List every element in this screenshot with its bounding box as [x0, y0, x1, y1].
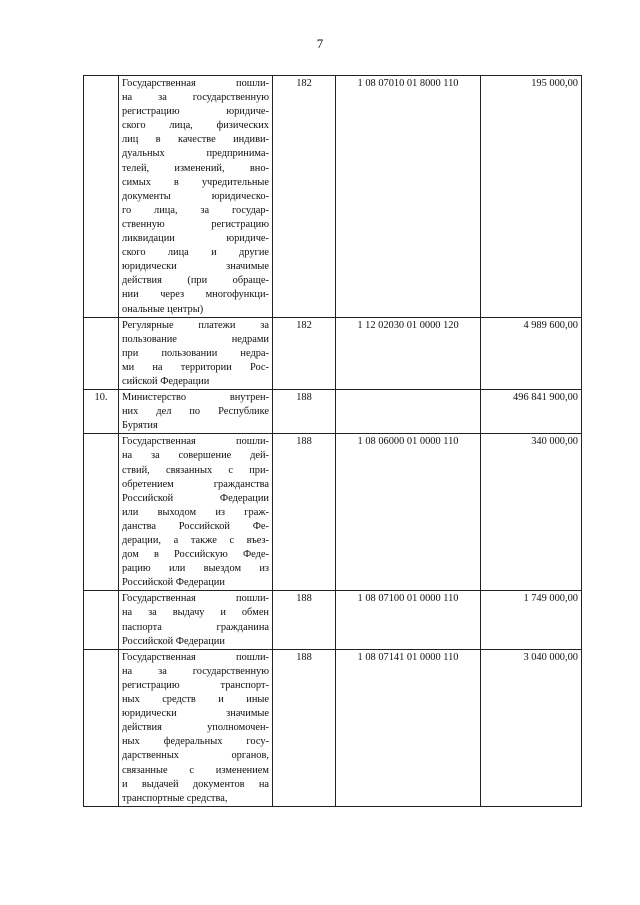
- revenue-name-line: транспортные средства,: [122, 792, 228, 804]
- revenue-name-line: Государственная пошли-: [122, 593, 269, 605]
- revenue-name-line: юридически значимые: [122, 261, 269, 273]
- revenue-name-line: ского лица и другие: [122, 247, 269, 259]
- revenue-name-line: связанные с изменением: [122, 764, 269, 776]
- row-number-cell: [84, 76, 119, 318]
- revenue-name-line: пользование недрами: [122, 333, 269, 345]
- administrator-code-cell: 188: [273, 649, 336, 806]
- table-row: [84, 434, 582, 591]
- revenue-name-line: симых в учредительные: [122, 176, 269, 188]
- revenue-name-line: ных федеральных госу-: [122, 736, 269, 748]
- revenue-name-line: дуальных предпринима-: [122, 148, 269, 160]
- revenue-name-line: действия (при обраще-: [122, 275, 269, 287]
- revenue-name-line: Государственная пошли-: [122, 651, 269, 663]
- amount-cell: 496 841 900,00: [481, 390, 582, 434]
- revenue-name-line: лиц в качестве индиви-: [122, 134, 269, 146]
- budget-classification-code-cell: 1 12 02030 01 0000 120: [336, 317, 481, 389]
- budget-classification-code-cell: 1 08 07141 01 0000 110: [336, 649, 481, 806]
- budget-classification-code-cell: 1 08 07100 01 0000 110: [336, 591, 481, 649]
- revenue-name-cell: [119, 390, 273, 434]
- row-number-cell: 10.: [84, 390, 119, 434]
- table-row: [84, 591, 582, 649]
- revenue-name-line: сийской Федерации: [122, 375, 210, 387]
- revenue-name-line: Министерство внутрен-: [122, 392, 269, 404]
- table-row: [84, 76, 582, 318]
- revenue-name-cell: [119, 434, 273, 591]
- revenue-name-line: телей, изменений, вно-: [122, 162, 269, 174]
- revenue-name-line: ского лица, физических: [122, 120, 269, 132]
- administrator-code-cell: 188: [273, 390, 336, 434]
- revenue-name-line: Российской Федерации: [122, 635, 225, 647]
- row-number-cell: [84, 317, 119, 389]
- revenue-name-line: регистрацию юридиче-: [122, 106, 269, 118]
- revenue-name-line: на за выдачу и обмен: [122, 607, 269, 619]
- revenue-name-line: паспорта гражданина: [122, 621, 269, 633]
- revenue-name-line: ных средств и иные: [122, 694, 269, 706]
- row-number-cell: [84, 434, 119, 591]
- revenue-name-line: документы юридическо-: [122, 190, 269, 202]
- revenue-name-line: Российской Федерации: [122, 492, 269, 504]
- revenue-name-line: и выдачей документов на: [122, 778, 269, 790]
- administrator-code-cell: 182: [273, 76, 336, 318]
- revenue-name-line: го лица, за государ-: [122, 204, 269, 216]
- revenue-name-cell: [119, 317, 273, 389]
- revenue-name-line: действия уполномочен-: [122, 722, 269, 734]
- budget-classification-code-cell: 1 08 07010 01 8000 110: [336, 76, 481, 318]
- revenue-name-line: обретением гражданства: [122, 478, 269, 490]
- revenue-name-line: ствий, связанных с при-: [122, 464, 269, 476]
- table-body: [84, 76, 582, 807]
- row-number-cell: [84, 591, 119, 649]
- revenue-name-line: Бурятия: [122, 420, 158, 432]
- budget-revenue-table: [83, 75, 582, 807]
- administrator-code-cell: 188: [273, 591, 336, 649]
- revenue-name-line: Регулярные платежи за: [122, 319, 269, 331]
- amount-cell: 4 989 600,00: [481, 317, 582, 389]
- budget-classification-code-cell: 1 08 06000 01 0000 110: [336, 434, 481, 591]
- amount-cell: 195 000,00: [481, 76, 582, 318]
- revenue-name-line: рацию или выездом из: [122, 563, 269, 575]
- revenue-name-line: при пользовании недра-: [122, 347, 269, 359]
- administrator-code-cell: 182: [273, 317, 336, 389]
- revenue-name-cell: [119, 591, 273, 649]
- revenue-name-line: на за совершение дей-: [122, 450, 269, 462]
- revenue-name-line: ственную регистрацию: [122, 218, 269, 230]
- revenue-name-line: данства Российской Фе-: [122, 520, 269, 532]
- revenue-name-line: ональные центры): [122, 303, 204, 315]
- revenue-name-line: дарственных органов,: [122, 750, 269, 762]
- table-row: [84, 649, 582, 806]
- budget-classification-code-cell: [336, 390, 481, 434]
- administrator-code-cell: 188: [273, 434, 336, 591]
- row-number-cell: [84, 649, 119, 806]
- revenue-name-line: нии через многофункци-: [122, 289, 269, 301]
- revenue-name-line: ликвидации юридиче-: [122, 233, 269, 245]
- revenue-name-line: юридически значимые: [122, 708, 269, 720]
- revenue-name-line: на за государственную: [122, 665, 269, 677]
- amount-cell: 340 000,00: [481, 434, 582, 591]
- amount-cell: 1 749 000,00: [481, 591, 582, 649]
- amount-cell: 3 040 000,00: [481, 649, 582, 806]
- revenue-name-cell: [119, 76, 273, 318]
- revenue-name-line: Российской Федерации: [122, 577, 225, 589]
- revenue-name-line: ми на территории Рос-: [122, 361, 269, 373]
- table-row: [84, 390, 582, 434]
- revenue-name-line: Государственная пошли-: [122, 78, 269, 89]
- revenue-name-line: них дел по Республике: [122, 406, 269, 418]
- revenue-name-line: дерации, а также с въез-: [122, 535, 269, 546]
- revenue-name-line: на за государственную: [122, 92, 269, 104]
- page-number: 7: [316, 36, 324, 51]
- revenue-name-line: или выходом из граж-: [122, 506, 269, 518]
- revenue-name-line: регистрацию транспорт-: [122, 679, 269, 691]
- revenue-name-line: дом в Российскую Феде-: [122, 549, 269, 561]
- revenue-name-line: Государственная пошли-: [122, 436, 269, 448]
- revenue-name-cell: [119, 649, 273, 806]
- table-row: [84, 317, 582, 389]
